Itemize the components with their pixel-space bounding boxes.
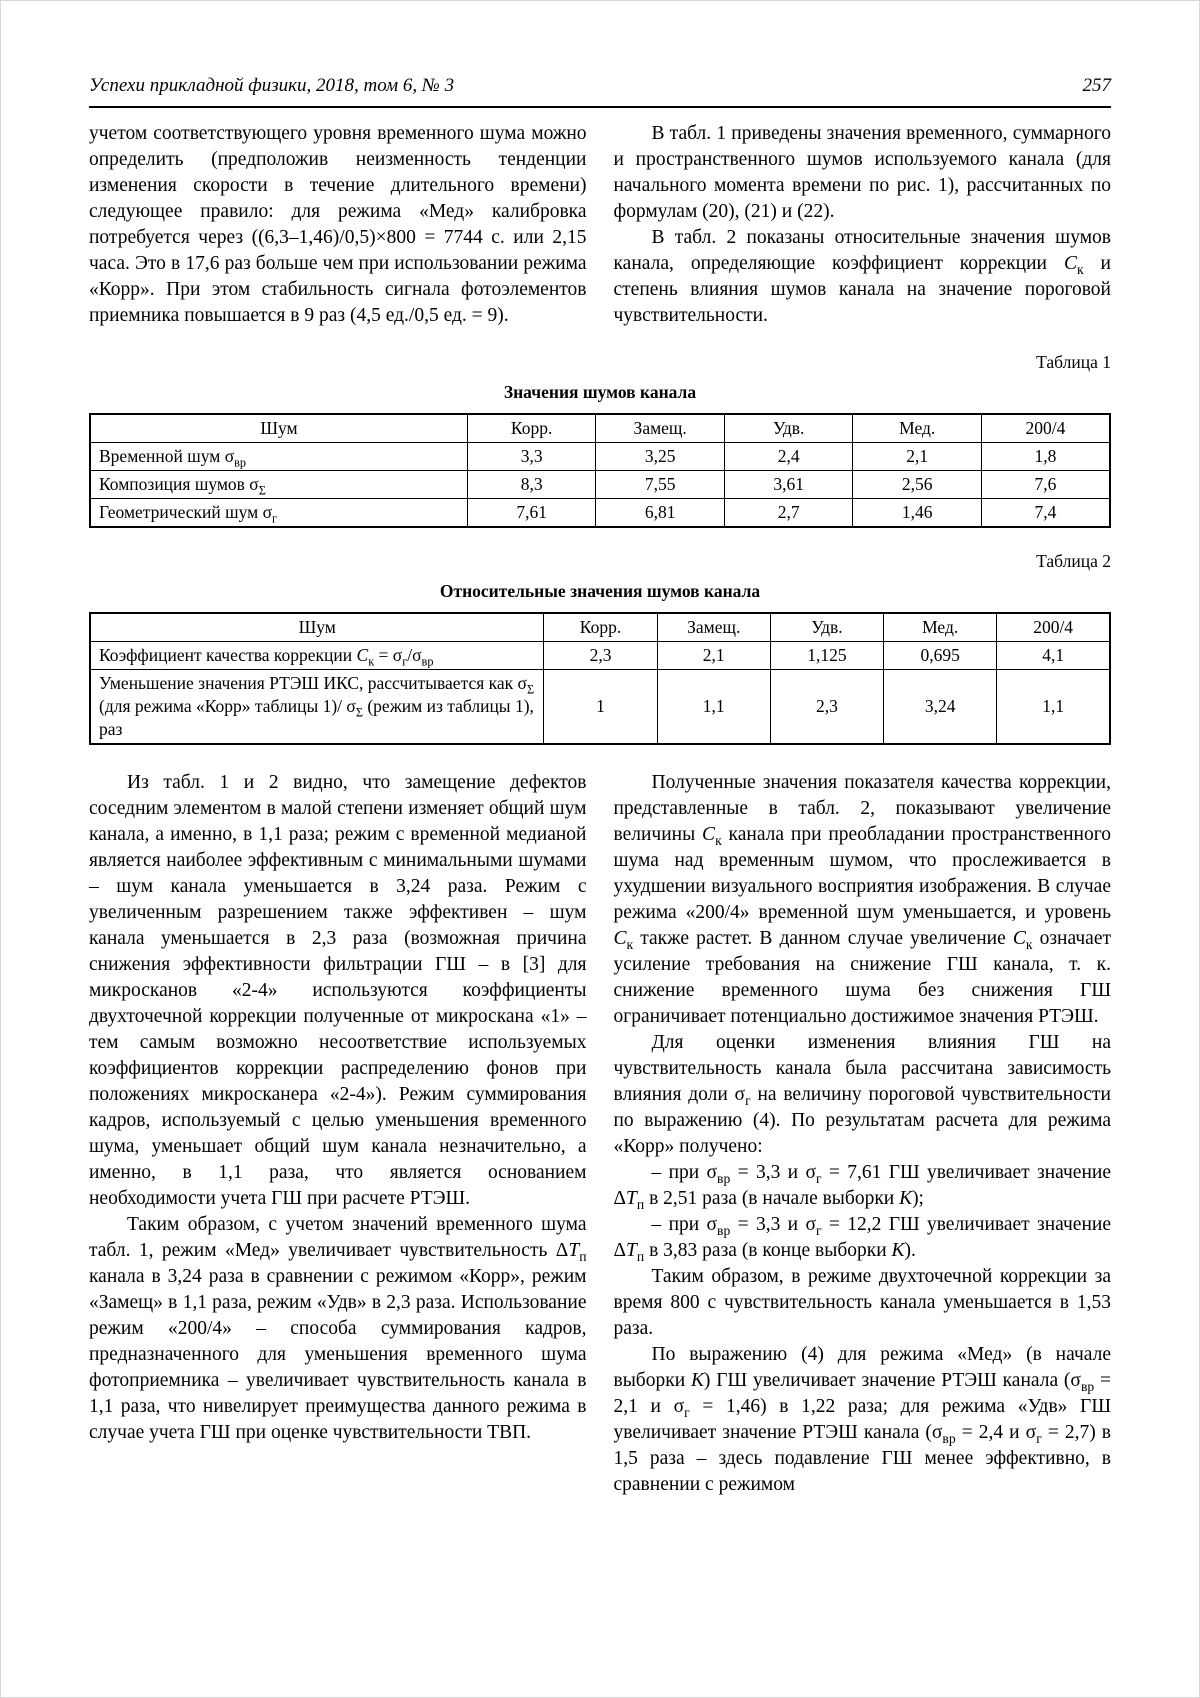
- table1-title: Значения шумов канала: [503, 382, 697, 402]
- table2-col-header: Шум: [90, 613, 544, 642]
- table-cell: 3,61: [724, 471, 853, 499]
- table2-caption: Таблица 2: [1036, 551, 1111, 571]
- table-cell: 6,81: [596, 499, 725, 528]
- row-label: Уменьшение значения РТЭШ ИКС, рассчитывается как $\sigma_\Sigma$ (для режима «Корр» таблицы 1)/ $\sigma_\Sigma$ (режим из таблицы 1), раз: [90, 670, 544, 745]
- table1: [89, 413, 1111, 528]
- row-label: Временной шум $\sigma_{вр}$: [90, 443, 467, 471]
- table-cell: 7,6: [981, 471, 1110, 499]
- table2-col-header: Корр.: [544, 613, 657, 642]
- table-row: [90, 670, 1110, 745]
- intro-right-p2: В табл. 2 показаны относительные значения шумов канала, определяющие коэффициент коррекции $C_к$ и степень влияния шумов канала на значение пороговой чувствительности.: [613, 227, 1111, 326]
- intro-right-column: [614, 121, 1112, 329]
- table-cell: 2,4: [724, 443, 853, 471]
- table-row: [90, 443, 1110, 471]
- body-right-p3: – при $\sigma_{вр} = 3,3$ и $\sigma_г = 7,61$ ГШ увеличивает значение $\Delta T_п$ в 2,51 раза (в начале выборки К);: [613, 1162, 1111, 1212]
- body-left-column: [89, 770, 587, 1498]
- table-cell: 7,4: [981, 499, 1110, 528]
- body-right-p5: Таким образом, в режиме двухточечной коррекции за время 800 с чувствительность канала уменьшается в 1,53 раза.: [613, 1266, 1111, 1339]
- table-cell: 1: [544, 670, 657, 745]
- table1-caption: Таблица 1: [1036, 352, 1111, 372]
- table-cell: 2,1: [657, 642, 770, 670]
- table-cell: 2,1: [853, 443, 982, 471]
- table1-col-header: Мед.: [853, 414, 982, 443]
- body-columns: [89, 770, 1111, 1498]
- table-row: [90, 642, 1110, 670]
- intro-left-p1: учетом соответствующего уровня временного шума можно определить (предположив неизменность тенденции изменения скорости в течение длительного времени) следующее правило: для режима «Мед» калибровка потребуется через ((6,3–1,46)/0,5)×800 = 7744 с. или 2,15 часа. Это в 17,6 раз больше чем при использовании режима «Корр». При этом стабильность сигнала фотоэлементов приемника повышается в 9 раз (4,5 ед./0,5 ед. = 9).: [89, 123, 587, 326]
- table1-col-header: 200/4: [981, 414, 1110, 443]
- page-number: 257: [1082, 75, 1111, 96]
- body-left-p2: Таким образом, с учетом значений временного шума табл. 1, режим «Мед» увеличивает чувствительность $\Delta T_п$ канала в 3,24 раза в сравнении с режимом «Корр», режим «Замещ» в 1,1 раза, режим «Удв» в 2,3 раза. Использование режим «200/4» – способа суммирования кадров, предназначенного для уменьшения временного шума фотоприемника – увеличивает чувствительность канала в 1,1 раза, что нивелирует преимущества данного режима в случае учета ГШ при оценке чувствительности ТВП.: [89, 1214, 587, 1443]
- table2-col-header: 200/4: [997, 613, 1110, 642]
- table-cell: 1,1: [997, 670, 1110, 745]
- body-right-p2: Для оценки изменения влияния ГШ на чувствительность канала была рассчитана зависимость влияния доли $\sigma_г$ на величину пороговой чувствительности по выражению (4). По результатам расчета для режима «Корр» получено:: [613, 1032, 1111, 1157]
- table-cell: 1,1: [657, 670, 770, 745]
- table-cell: 3,24: [884, 670, 997, 745]
- table-cell: 2,3: [770, 670, 883, 745]
- table2-header-row: [90, 613, 1110, 642]
- table-cell: 2,56: [853, 471, 982, 499]
- intro-columns: [89, 121, 1111, 329]
- table-cell: 0,695: [884, 642, 997, 670]
- table-cell: 4,1: [997, 642, 1110, 670]
- table-cell: 1,46: [853, 499, 982, 528]
- body-left-p1: Из табл. 1 и 2 видно, что замещение дефектов соседним элементом в малой степени изменяет общий шум канала, а именно, в 1,1 раза; режим с временной медианой является наиболее эффективным с минимальными шумами – шум канала уменьшается в 3,24 раза. Режим с увеличенным разрешением также эффективен – шум канала уменьшается в 2,3 раза (возможная причина снижения эффективности фильтрации ГШ – в [3] для микросканов «2-4» используются коэффициенты двухточечной коррекции полученные от микроскана «1» – тем самым возможно несоответствие используемых коэффициентов коррекции распределению фонов при положениях микросканера «2-4»). Режим суммирования кадров, используемый с целью уменьшения временного шума, уменьшает общий шум канала незначительно, а именно, в 1,1 раза, что является основанием необходимости учета ГШ при расчете РТЭШ.: [89, 772, 587, 1209]
- journal-title: Успехи прикладной физики, 2018, том 6, № 3: [89, 75, 455, 96]
- table2: [89, 612, 1111, 745]
- table1-col-header: Замещ.: [596, 414, 725, 443]
- table-row: [90, 471, 1110, 499]
- table2-col-header: Мед.: [884, 613, 997, 642]
- table-cell: 8,3: [467, 471, 596, 499]
- page-header: [89, 75, 1111, 108]
- row-label: Композиция шумов $\sigma_\Sigma$: [90, 471, 467, 499]
- row-label: Коэффициент качества коррекции $C_к = \sigma_г/\sigma_{вр}$: [90, 642, 544, 670]
- table-cell: 3,25: [596, 443, 725, 471]
- table-cell: 2,7: [724, 499, 853, 528]
- body-right-column: [614, 770, 1112, 1498]
- table-cell: 1,8: [981, 443, 1110, 471]
- intro-right-p1: В табл. 1 приведены значения временного, суммарного и пространственного шумов используемого канала (для начального момента времени по рис. 1), рассчитанных по формулам (20), (21) и (22).: [613, 123, 1111, 222]
- body-right-p6: По выражению (4) для режима «Мед» (в начале выборки К) ГШ увеличивает значение РТЭШ канала ($\sigma_{вр} = 2,1$ и $\sigma_г = 1,46$) в 1,22 раза; для режима «Удв» ГШ увеличивает значение РТЭШ канала ($\sigma_{вр} = 2,4$ и $\sigma_г = 2,7$) в 1,5 раза – здесь подавление ГШ менее эффективно, в сравнении с режимом: [613, 1344, 1112, 1495]
- table1-col-header: Удв.: [724, 414, 853, 443]
- table1-col-header: Корр.: [467, 414, 596, 443]
- table-cell: 2,3: [544, 642, 657, 670]
- table-cell: 7,61: [467, 499, 596, 528]
- table-cell: 7,55: [596, 471, 725, 499]
- body-right-p4: – при $\sigma_{вр} = 3,3$ и $\sigma_г = 12,2$ ГШ увеличивает значение $\Delta T_п$ в 3,83 раза (в конце выборки К).: [613, 1214, 1111, 1264]
- table-cell: 3,3: [467, 443, 596, 471]
- table2-col-header: Замещ.: [657, 613, 770, 642]
- table-row: [90, 499, 1110, 528]
- body-right-p1: Полученные значения показателя качества коррекции, представленные в табл. 2, показывают увеличение величины $C_к$ канала при преобладании пространственного шума над временным шумом, что прослеживается в ухудшении визуального восприятия изображения. В случае режима «200/4» временной шум уменьшается, и уровень $C_к$ также растет. В данном случае увеличение $C_к$ означает усиление требования на снижение ГШ канала, т. к. снижение временного шума без снижения ГШ ограничивает потенциально достижимое значения РТЭШ.: [613, 772, 1111, 1027]
- table1-header-row: [90, 414, 1110, 443]
- table2-col-header: Удв.: [770, 613, 883, 642]
- table1-col-header: Шум: [90, 414, 467, 443]
- row-label: Геометрический шум $\sigma_г$: [90, 499, 467, 528]
- table-cell: 1,125: [770, 642, 883, 670]
- intro-left-column: [89, 121, 587, 329]
- table2-title: Относительные значения шумов канала: [439, 581, 761, 601]
